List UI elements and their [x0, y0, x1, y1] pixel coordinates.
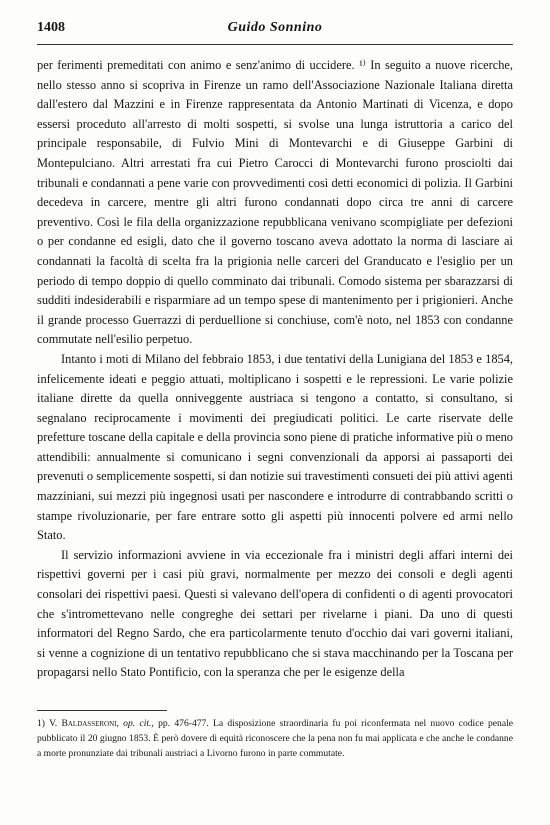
page-header — [37, 20, 513, 40]
paragraph: per ferimenti premeditati con animo e senz'animo di uccidere. ¹⁾ In seguito a nuove ricerche, nello stesso anno si scopriva in Firenze un ramo dell'Associazione Nazionale Italiana diretta dall'estero dal Mazzini e in Firenze rappresentata da Antonio Martinati di Vicenza, e dopo essersi proceduto all'arresto di molti sospetti, si svolse una lunga istruttoria a carico del principale responsabile, di Fulvio Mini di Montevarchi e di Giuseppe Garbini di Montepulciano. Altri arrestati fra cui Pietro Carocci di Montevarchi furono prosciolti dai tribunali e condannati a pene varie con provvedimenti così detti economici di polizia. Il Garbini decedeva in carcere, mentre gli altri furono condannati dopo circa tre anni di carcere preventivo. Così le fila della organizzazione repubblicana venivano scompigliate per defezioni o per condanne ed esigli, dato che il governo toscano aveva adottato la norma di lasciare ai condannati la facoltà di scelta fra la prigionia nelle carceri del Granducato e l'esiglio per un periodo di tempo doppio di quello comminato dai tribunali. Comodo sistema per sbarazzarsi di sudditi indesiderabili e risparmiare ad un tempo spese di mantenimento per i prigionieri. Anche il grande processo Guerrazzi di perduellione si conchiuse, com'è noto, nel 1853 con condanne commutate nell'esilio perpetuo. — [37, 58, 513, 347]
footnote — [37, 716, 513, 761]
page-number: 1408 — [37, 20, 65, 35]
footnote-author: Baldasseroni, — [61, 718, 119, 729]
paragraph: Il servizio informazioni avviene in via eccezionale fra i ministri degli affari interni dei rispettivi governi per i casi più gravi, normalmente per mezzo dei consoli e degli agenti consolari dei rispettivi paesi. Questi si valevano dell'opera di confidenti o di agenti provocatori che s'intromettevano nelle congreghe dei settari per rivelarne i piani. Da uno di questi informatori del Regno Sardo, che era particolarmente tenuto d'occhio dai vari governi italiani, si venne a cognizione di un tentativo repubblicano che si stava macchinando per la Toscana per propagarsi nello Stato Pontificio, con la speranza che per le esigenze della — [37, 547, 513, 680]
paragraph: Intanto i moti di Milano del febbraio 1853, i due tentativi della Lunigiana del 1853 e 1854, infelicemente ideati e peggio attuati, moltiplicano i sospetti e le repressioni. Le varie polizie italiane dirette da quella onniveggente austriaca si tengono a contatto, si consultano, si segnalano reciprocamente i movimenti dei pregiudicati politici. Le carte riservate delle prefetture toscane della capitale e della provincia sono piene di pratiche informative più o meno attendibili: annualmente si comunicano i segni convenzionali da apporsi ai passaporti dei prevenuti o semplicemente sospetti, si dan notizie sui travestimenti consueti dei più attivi agenti mazziniani, sui mezzi più ingegnosi usati per nascondere e introdurre di contrabbando scritti o stampe rivoluzionarie, per fare entrare sotto gli aspetti più innocenti polvere ed armi nello Stato. — [37, 351, 513, 543]
footnote-marker: 1) V. — [37, 718, 58, 729]
body-text — [37, 56, 513, 683]
footnote-citation: op. cit., — [123, 718, 154, 729]
running-head: Guido Sonnino — [227, 20, 323, 35]
footnote-text: pp. 476-477. La disposizione straordinaria fu poi riconfermata nel nuovo codice penale pubblicato il 20 giugno 1853. È però dovere di equità riconoscere che la pena non fu mai applicata e che anche le condanne a morte pronunziate dai tribunali austriaci a Livorno furono in parte commutate. — [37, 718, 514, 759]
header-divider — [37, 44, 513, 45]
footnote-divider — [37, 710, 167, 711]
